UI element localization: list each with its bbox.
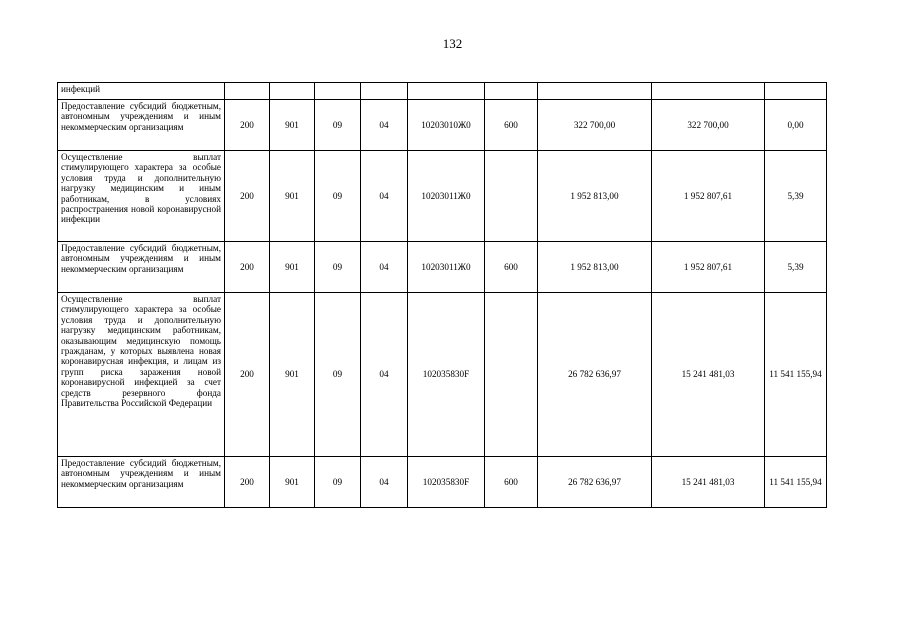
- table-row: [58, 457, 827, 508]
- amount-planned-cell: 322 700,00: [538, 100, 652, 151]
- code-cell: 200: [225, 100, 270, 151]
- target-article-cell: 102035830F: [408, 293, 485, 457]
- target-article-cell: 10203011Ж0: [408, 242, 485, 293]
- subsection-cell: 04: [361, 457, 408, 508]
- amount-executed-cell: 15 241 481,03: [652, 293, 765, 457]
- expense-type-cell: 600: [485, 242, 538, 293]
- amount-executed-cell: 1 952 807,61: [652, 242, 765, 293]
- amount-executed-cell: [652, 83, 765, 100]
- section-cell: 09: [315, 242, 361, 293]
- subsection-cell: 04: [361, 100, 408, 151]
- table-row: [58, 83, 827, 100]
- amount-planned-cell: 26 782 636,97: [538, 293, 652, 457]
- table-row: [58, 100, 827, 151]
- agency-cell: 901: [270, 293, 315, 457]
- agency-cell: 901: [270, 100, 315, 151]
- subsection-cell: 04: [361, 151, 408, 242]
- code-cell: 200: [225, 151, 270, 242]
- row-name-cell: Предоставление субсидий бюджетным, автономным учреждениям и иным некоммерческим организациям: [58, 242, 225, 293]
- amount-remaining-cell: 11 541 155,94: [765, 457, 827, 508]
- subsection-cell: [361, 83, 408, 100]
- table-row: [58, 242, 827, 293]
- expense-type-cell: 600: [485, 100, 538, 151]
- budget-table: [57, 82, 827, 508]
- expense-type-cell: 600: [485, 457, 538, 508]
- amount-planned-cell: 1 952 813,00: [538, 151, 652, 242]
- amount-remaining-cell: 5,39: [765, 151, 827, 242]
- amount-planned-cell: [538, 83, 652, 100]
- row-name-cell: Осуществление выплат стимулирующего характера за особые условия труда и дополнительную нагрузку медицинским и иным работникам, в условиях распространения новой коронавирусной инфекции: [58, 151, 225, 242]
- code-cell: 200: [225, 242, 270, 293]
- page-number: 132: [442, 36, 463, 51]
- code-cell: 200: [225, 293, 270, 457]
- section-cell: 09: [315, 457, 361, 508]
- amount-remaining-cell: 5,39: [765, 242, 827, 293]
- amount-executed-cell: 1 952 807,61: [652, 151, 765, 242]
- section-cell: 09: [315, 151, 361, 242]
- target-article-cell: 10203011Ж0: [408, 151, 485, 242]
- table-row: [58, 293, 827, 457]
- section-cell: 09: [315, 100, 361, 151]
- amount-executed-cell: 322 700,00: [652, 100, 765, 151]
- expense-type-cell: [485, 293, 538, 457]
- amount-planned-cell: 1 952 813,00: [538, 242, 652, 293]
- expense-type-cell: [485, 151, 538, 242]
- expense-type-cell: [485, 83, 538, 100]
- target-article-cell: [408, 83, 485, 100]
- row-name-cell: Предоставление субсидий бюджетным, автономным учреждениям и иным некоммерческим организациям: [58, 457, 225, 508]
- agency-cell: 901: [270, 242, 315, 293]
- code-cell: 200: [225, 457, 270, 508]
- amount-remaining-cell: 11 541 155,94: [765, 293, 827, 457]
- section-cell: 09: [315, 293, 361, 457]
- row-name-cell: Осуществление выплат стимулирующего характера за особые условия труда и дополнительную нагрузку медицинским работникам, оказывающим медицинскую помощь гражданам, у которых выявлена новая коронавирусная инфекция, и лицам из групп риска заражения новой коронавирусной инфекцией за счет средств резервного фонда Правительства Российской Федерации: [58, 293, 225, 457]
- agency-cell: [270, 83, 315, 100]
- target-article-cell: 102035830F: [408, 457, 485, 508]
- code-cell: [225, 83, 270, 100]
- amount-executed-cell: 15 241 481,03: [652, 457, 765, 508]
- subsection-cell: 04: [361, 293, 408, 457]
- subsection-cell: 04: [361, 242, 408, 293]
- agency-cell: 901: [270, 151, 315, 242]
- table-row: [58, 151, 827, 242]
- row-name-cell: Предоставление субсидий бюджетным, автономным учреждениям и иным некоммерческим организациям: [58, 100, 225, 151]
- amount-planned-cell: 26 782 636,97: [538, 457, 652, 508]
- agency-cell: 901: [270, 457, 315, 508]
- section-cell: [315, 83, 361, 100]
- amount-remaining-cell: [765, 83, 827, 100]
- amount-remaining-cell: 0,00: [765, 100, 827, 151]
- row-name-cell: инфекций: [58, 83, 225, 100]
- target-article-cell: 10203010Ж0: [408, 100, 485, 151]
